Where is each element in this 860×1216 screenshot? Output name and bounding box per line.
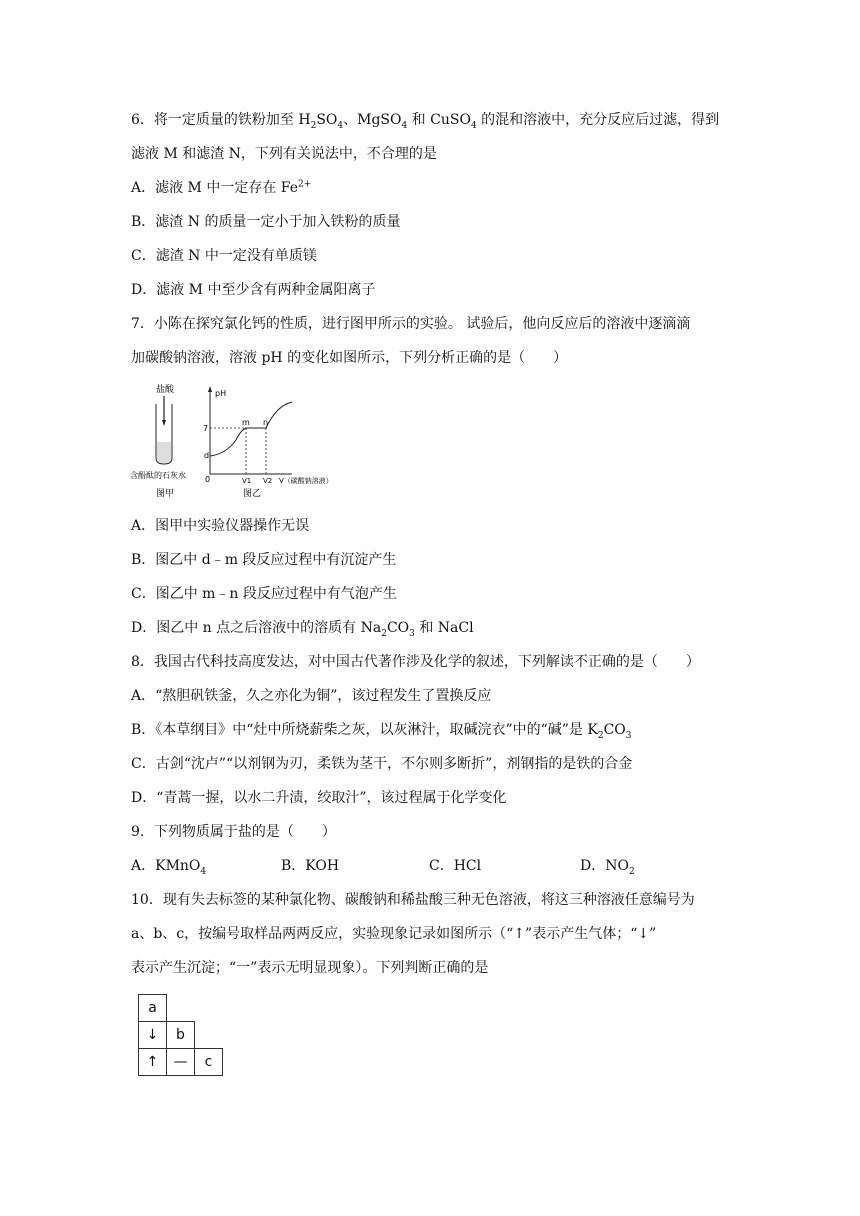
liquid [157, 442, 171, 463]
cell-b: b [166, 1021, 195, 1049]
text: 和 NaCl [414, 620, 474, 636]
point-m-label: m [242, 418, 250, 427]
text: 6．将一定质量的铁粉加至 H [131, 112, 311, 128]
cell-no-change: — [166, 1048, 195, 1076]
q6-option-a [131, 178, 311, 198]
sub: 4 [337, 120, 344, 131]
v1-label: V1 [242, 477, 252, 485]
sub: 4 [401, 120, 408, 131]
q7-stem-line2: 加碳酸钠溶液，溶液 pH 的变化如图所示，下列分析正确的是（ ） [131, 350, 568, 366]
cell-precipitate: ↓ [138, 1021, 167, 1049]
q8-option-c: C．古剑“沈卢”“以剂钢为刃，柔铁为茎干，不尔则多断折”，剂钢指的是铁的合金 [131, 756, 633, 772]
cell-gas: ↑ [138, 1048, 167, 1076]
q6-option-b: B．滤渣 N 的质量一定小于加入铁粉的质量 [131, 214, 401, 230]
tube-bottom-label: 含酚酞的石灰水 [130, 471, 186, 480]
q9-option-d [580, 856, 635, 876]
text: D．NO [580, 858, 629, 874]
text: A．KMnO [131, 858, 201, 874]
q9-stem: 9．下列物质属于盐的是（ ） [131, 824, 336, 840]
q9-option-b: B．KOH [281, 858, 340, 874]
q6-option-c: C．滤渣 N 中一定没有单质镁 [131, 248, 317, 264]
q8-option-a: A．“熬胆矾铁釜，久之亦化为铜”，该过程发生了置换反应 [131, 688, 492, 704]
cell-c: c [194, 1048, 223, 1076]
q7-option-b: B．图乙中 d﹣m 段反应过程中有沉淀产生 [131, 552, 397, 568]
q6-stem-line1 [131, 110, 719, 130]
point-d-label: d [204, 451, 210, 460]
x-axis-label: V（碳酸钠溶液） [279, 477, 333, 485]
q8-option-b [131, 720, 632, 740]
q9-option-c: C．HCl [429, 858, 482, 874]
q7-option-a: A．图甲中实验仪器操作无误 [131, 518, 310, 534]
text: 和 CuSO [407, 112, 471, 128]
text: SO [316, 112, 338, 128]
q10-stem-line3: 表示产生沉淀；“一”表示无明显现象）。下列判断正确的是 [131, 960, 489, 976]
fig-b-caption: 图乙 [243, 489, 262, 499]
q10-stem-line1: 10．现有失去标签的某种氯化物、碳酸钠和稀盐酸三种无色溶液，将这三种溶液任意编号为 [131, 892, 695, 908]
q8-stem: 8．我国古代科技高度发达，对中国古代著作涉及化学的叙述，下列解读不正确的是（ ） [131, 654, 700, 670]
text: D．图乙中 n 点之后溶液中的溶质有 Na [131, 620, 382, 636]
q7-stem-line1: 7．小陈在探究氯化钙的性质，进行图甲所示的实验。 试验后，他向反应后的溶液中逐滴滴 [131, 316, 691, 332]
y-tick-7: 7 [203, 424, 209, 433]
q6-stem-line2: 滤液 M 和滤渣 N，下列有关说法中，不合理的是 [131, 146, 437, 162]
y-axis-label: pH [215, 389, 227, 398]
sub: 2 [310, 120, 317, 131]
q7-figure [126, 382, 366, 507]
y-arrow [208, 386, 212, 392]
text: A．滤液 M 中一定存在 Fe [131, 180, 299, 196]
q7-option-d [131, 618, 474, 638]
text: CO [386, 620, 410, 636]
sub: 3 [625, 730, 632, 741]
ph-curve-chart [203, 386, 333, 499]
sup: 2+ [298, 179, 312, 190]
sub: 4 [470, 120, 477, 131]
drop-arrow [162, 420, 166, 426]
q8-option-d: D．“青蒿一握，以水二升渍，绞取汁”，该过程属于化学变化 [131, 790, 507, 806]
text: 、MgSO [343, 112, 402, 128]
fig-a-caption: 图甲 [156, 489, 175, 499]
ph-curve [210, 402, 292, 456]
test-tube-diagram [130, 383, 186, 499]
q7-option-c: C．图乙中 m﹣n 段反应过程中有气泡产生 [131, 586, 397, 602]
q10-stem-line2: a、b、c，按编号取样品两两反应，实验现象记录如图所示（“↑”表示产生气体；“↓” [131, 926, 657, 942]
q9-option-a [131, 856, 206, 876]
v2-label: V2 [263, 477, 273, 485]
sub: 2 [381, 628, 387, 639]
sub: 2 [597, 730, 604, 741]
cell-a: a [138, 994, 167, 1022]
sub: 3 [409, 628, 415, 639]
tube-label: 盐酸 [156, 385, 175, 395]
text: CO [603, 722, 626, 738]
text: B．《本草纲目》中“灶中所烧薪柴之灰，以灰淋汁，取碱浣衣”中的“碱”是 K [131, 722, 598, 738]
sub: 4 [200, 866, 207, 877]
origin-label: 0 [205, 475, 211, 484]
text: 的混和溶液中，充分反应后过滤，得到 [476, 112, 720, 128]
sub: 2 [628, 866, 635, 877]
point-n-label: n [263, 418, 269, 427]
q6-option-d: D．滤液 M 中至少含有两种金属阳离子 [131, 282, 376, 298]
